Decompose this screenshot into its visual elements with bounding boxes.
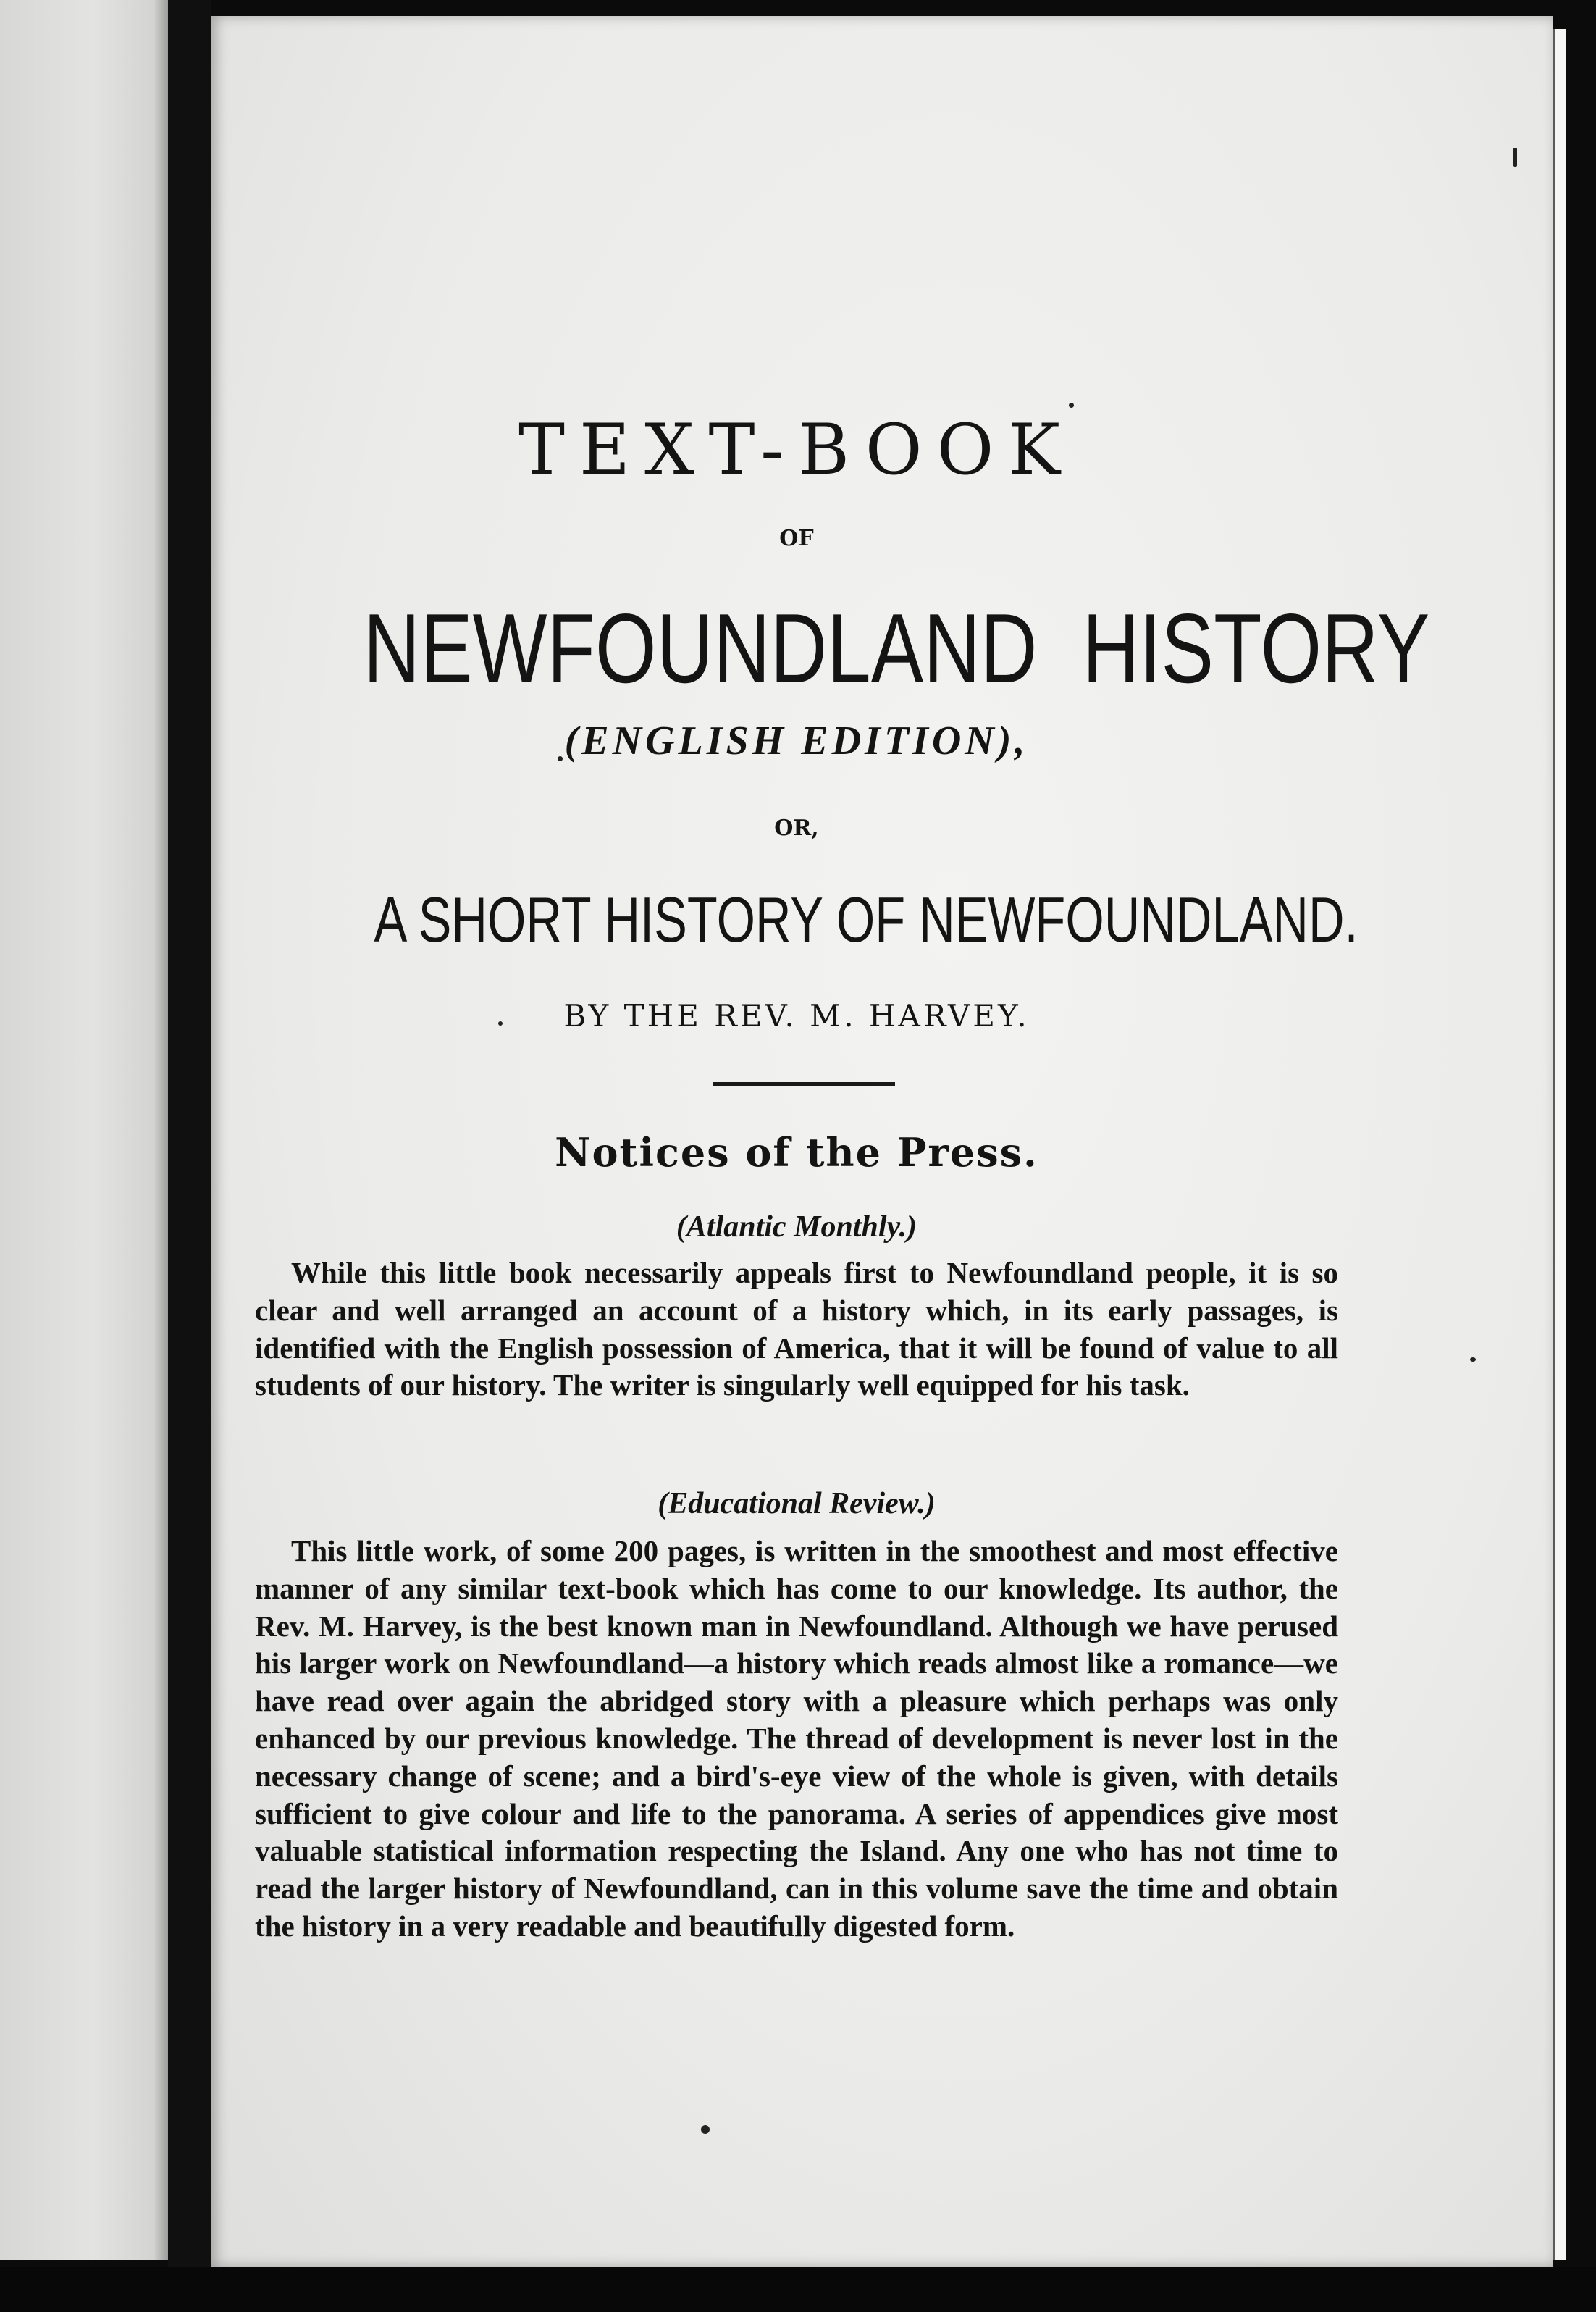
edition-line: (ENGLISH EDITION),	[564, 719, 1029, 763]
speck	[701, 2125, 710, 2134]
connector-or: OR,	[774, 816, 819, 841]
review-source: (Educational Review.)	[658, 1487, 936, 1520]
facing-page-shadow	[154, 0, 168, 2260]
scan-bottom-border	[0, 2267, 1596, 2312]
author-line: BY THE REV. M. HARVEY.	[563, 998, 1030, 1034]
alternate-title: A SHORT HISTORY OF NEWFOUNDLAND.	[374, 884, 1358, 955]
main-title: NEWFOUNDLAND HISTORY	[363, 593, 1430, 703]
speck	[1069, 403, 1074, 408]
facing-page-edge	[0, 0, 168, 2260]
review-text: This little work, of some 200 pages, is written in the smoothest and most effective manner of any similar text-book which has come to our knowledge. Its author, the Rev. M. Harvey, is the best known man in Newfoundland. Although we have perused his larger work on Newfoundland—a history which reads almost like a romance—we have read over again the abridged story with a pleasure which perhaps was only enhanced by our previous knowledge. The thread of development is never lost in the necessary change of scene; and a bird's-eye view of the whole is given, with details sufficient to give colour and life to the panorama. A series of appendices give most valuable statistical information respecting the Island. Any one who has not time to read the larger history of Newfoundland, can in this volume save the time and obtain the history in a very readable and beautifully digested form.	[255, 1534, 1338, 1943]
title-text-book: TEXT-BOOK	[518, 409, 1075, 490]
notices-heading: Notices of the Press.	[555, 1129, 1038, 1176]
review-text: While this little book necessarily appeals first to Newfoundland people, it is so clear and well arranged an account of a history which, in its early passages, is identified with the English possession of America, that it will be found of value to all students of our history. The writer is singularly well equipped for his task.	[255, 1256, 1338, 1402]
divider-rule	[713, 1082, 895, 1086]
speck	[1470, 1357, 1476, 1362]
book-spine	[168, 0, 211, 2312]
speck	[1513, 148, 1517, 167]
review-source: (Atlantic Monthly.)	[676, 1210, 917, 1244]
connector-of: OF	[779, 526, 814, 551]
page-right-edge	[1553, 29, 1566, 2260]
